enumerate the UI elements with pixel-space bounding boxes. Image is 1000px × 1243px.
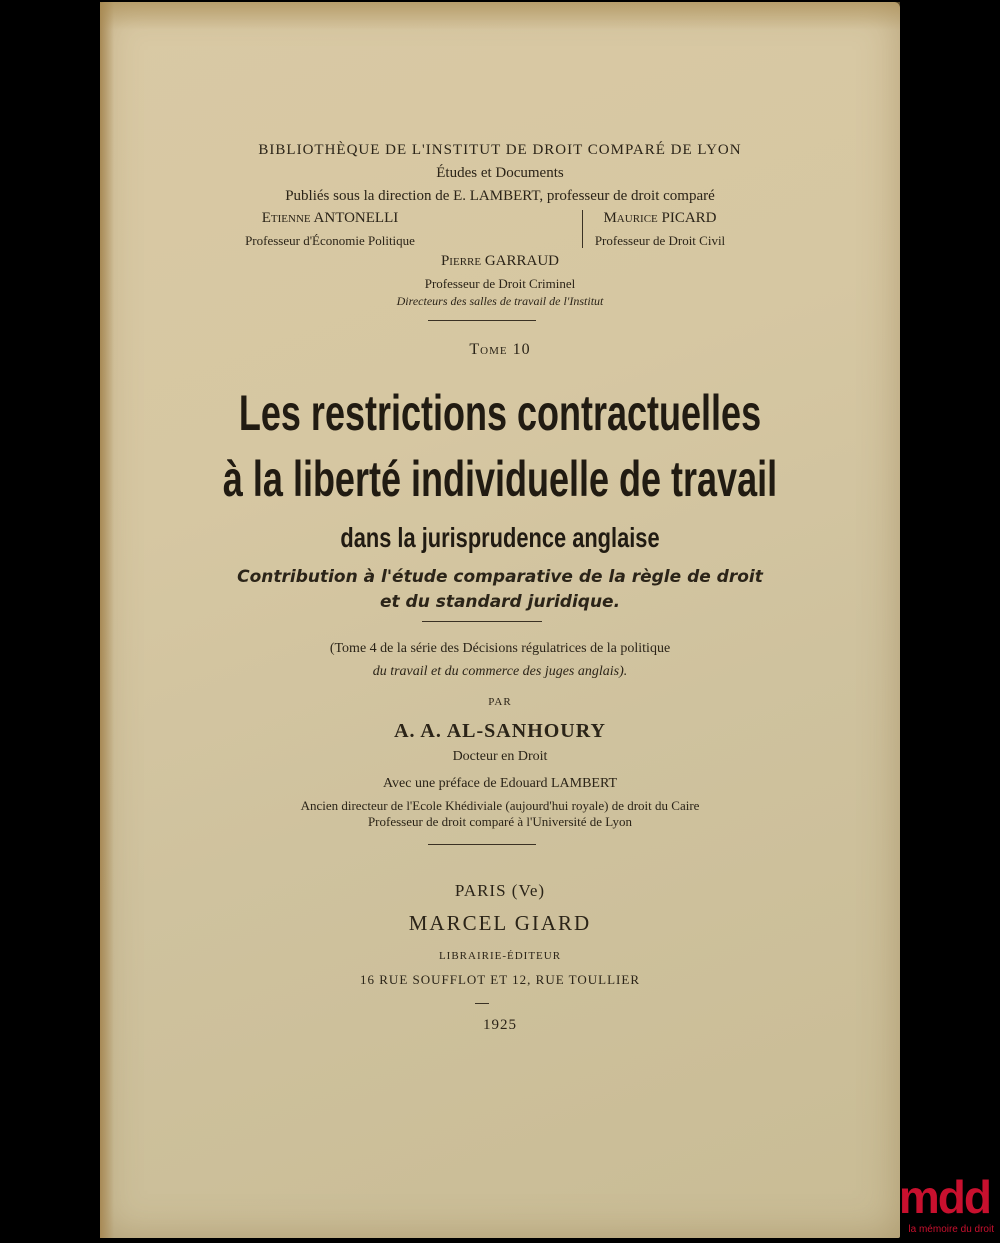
preface-line-3: Professeur de droit comparé à l'Université de Lyon xyxy=(367,814,633,829)
publisher-city: PARIS (Ve) xyxy=(454,881,546,900)
preface-line-1: Avec une préface de Edouard LAMBERT xyxy=(382,776,618,791)
preface-line-2: Ancien directeur de l'Ecole Khédiviale (aujourd'hui royale) de droit du Caire xyxy=(300,798,700,813)
watermark-logo xyxy=(800,1170,1000,1243)
directors-caption: Directeurs des salles de travail de l'Institut xyxy=(396,294,604,308)
publisher-role: LIBRAIRIE-ÉDITEUR xyxy=(438,950,562,962)
main-title-line-2: à la liberté individuelle de travail xyxy=(222,451,778,507)
divider-top xyxy=(428,320,536,321)
series-subtitle: Études et Documents xyxy=(436,165,564,181)
director-center-name: Pierre GARRAUD xyxy=(440,253,560,269)
divider-middle xyxy=(422,621,542,622)
author-name: A. A. AL-SANHOURY xyxy=(394,720,606,742)
divider-year xyxy=(475,1003,489,1004)
publisher-address: 16 RUE SOUFFLOT ET 12, RUE TOULLIER xyxy=(360,972,640,987)
divider-bottom xyxy=(428,844,536,845)
book-cover xyxy=(100,2,900,1238)
contribution-line-1: Contribution à l'étude comparative de la règle de droit xyxy=(237,567,763,587)
series-note-line-2: du travail et du commerce des juges anglais). xyxy=(372,664,628,679)
director-right-role: Professeur de Droit Civil xyxy=(594,233,726,248)
subtitle: dans la jurisprudence anglaise xyxy=(340,522,660,553)
series-note-line-1: (Tome 4 de la série des Décisions régulatrices de la politique xyxy=(329,641,671,656)
publisher-name: MARCEL GIARD xyxy=(408,911,592,935)
series-title: BIBLIOTHÈQUE DE L'INSTITUT DE DROIT COMPARÉ DE LYON xyxy=(258,142,742,158)
mdd-logo: mdd xyxy=(898,1171,990,1223)
director-center-role: Professeur de Droit Criminel xyxy=(424,276,576,291)
author-degree: Docteur en Droit xyxy=(452,749,548,764)
director-left-name: Etienne ANTONELLI xyxy=(261,210,399,226)
author-by: PAR xyxy=(488,696,512,708)
director-right-name: Maurice PICARD xyxy=(603,210,717,226)
director-left-role: Professeur d'Économie Politique xyxy=(245,233,415,248)
volume-number: Tome 10 xyxy=(469,341,531,358)
contribution-line-2: et du standard juridique. xyxy=(379,592,621,612)
series-direction: Publiés sous la direction de E. LAMBERT, professeur de droit comparé xyxy=(285,188,715,204)
publication-year: 1925 xyxy=(483,1017,517,1033)
mdd-tagline: la mémoire du droit xyxy=(908,1224,994,1235)
main-title-line-1: Les restrictions contractuelles xyxy=(238,385,762,441)
